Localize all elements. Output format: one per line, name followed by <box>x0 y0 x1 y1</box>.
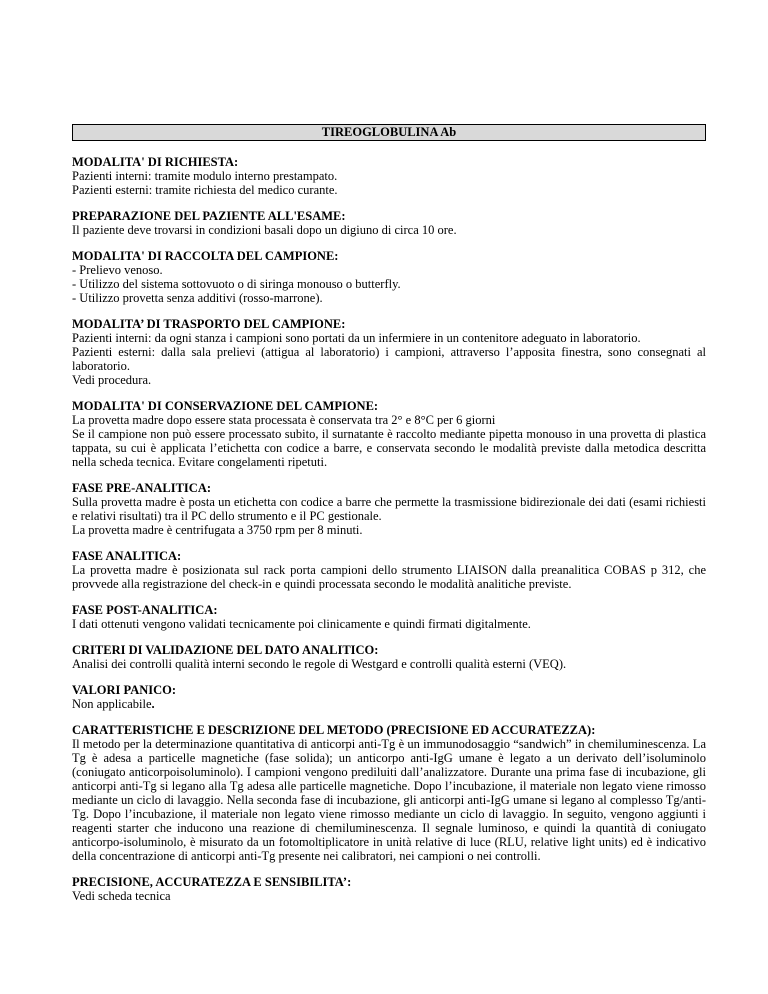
section-line: - Utilizzo del sistema sottovuoto o di siringa monouso o butterfly. <box>72 277 401 291</box>
section-line: Pazienti esterni: dalla sala prelievi (attigua al laboratorio) i campioni, attraverso l’apposita finestra, sono consegnati al laboratorio. <box>72 345 706 373</box>
section-heading: MODALITA' DI CONSERVAZIONE DEL CAMPIONE: <box>72 399 379 413</box>
trailing-period: . <box>151 697 155 711</box>
section-line: Il metodo per la determinazione quantitativa di anticorpi anti-Tg è un immunodosaggio “sandwich” in chemiluminescenza. La Tg è adesa a particelle magnetiche (fase solida); un anticorpo anti-IgG umane è legato a un derivato dell’isoluminolo (coniugato anticorpoisoluminolo). I campioni vengono prediluiti dall’analizzatore. Durante una prima fase di incubazione, gli anticorpi anti-Tg si legano alla Tg adesa alle particelle magnetiche. Dopo l’incubazione, il materiale non legato viene rimosso mediante un ciclo di lavaggio. Nella seconda fase di incubazione, gli anticorpi anti-IgG umane si legano al complesso Tg/anti-Tg. Dopo l’incubazione, il materiale non legato viene rimosso mediante un ciclo di lavaggio. In seguito, vengono aggiunti i reagenti starter che inducono una reazione di chemiluminescenza. Il segnale luminoso, e quindi la quantità di coniugato anticorpo-isoluminolo, è misurato da un fotomoltiplicatore in unità relative di luce (RLU, relative light units) ed è indicativo della concentrazione di anticorpi anti-Tg presente nei calibratori, nei campioni o nei controlli. <box>72 737 706 863</box>
section-line: La provetta madre è centrifugata a 3750 rpm per 8 minuti. <box>72 523 363 537</box>
section-fase-pre-analitica <box>72 481 706 537</box>
section-line: Pazienti interni: tramite modulo interno prestampato. <box>72 169 338 183</box>
section-heading: CARATTERISTICHE E DESCRIZIONE DEL METODO (PRECISIONE ED ACCURATEZZA): <box>72 723 596 737</box>
section-line: Sulla provetta madre è posta un etichetta con codice a barre che permette la trasmissione bidirezionale dei dati (esami richiesti e relativi risultati) tra il PC dello strumento e il PC gestionale. <box>72 495 706 523</box>
section-line: Pazienti esterni: tramite richiesta del medico curante. <box>72 183 338 197</box>
document-title: TIREOGLOBULINA Ab <box>72 124 706 141</box>
section-raccolta-campione <box>72 249 706 305</box>
section-heading: PRECISIONE, ACCURATEZZA E SENSIBILITA’: <box>72 875 352 889</box>
section-line: Pazienti interni: da ogni stanza i campioni sono portati da un infermiere in un contenitore adeguato in laboratorio. <box>72 331 641 345</box>
section-trasporto-campione <box>72 317 706 387</box>
section-line: Analisi dei controlli qualità interni secondo le regole di Westgard e controlli qualità esterni (VEQ). <box>72 657 567 671</box>
section-modalita-richiesta <box>72 155 706 197</box>
section-heading: MODALITA' DI RACCOLTA DEL CAMPIONE: <box>72 249 339 263</box>
section-fase-analitica <box>72 549 706 591</box>
section-precisione-accuratezza <box>72 875 706 903</box>
section-line: Vedi scheda tecnica <box>72 889 171 903</box>
section-line: La provetta madre dopo essere stata processata è conservata tra 2° e 8°C per 6 giorni <box>72 413 496 427</box>
section-line: - Prelievo venoso. <box>72 263 163 277</box>
section-line: Vedi procedura. <box>72 373 152 387</box>
section-heading: PREPARAZIONE DEL PAZIENTE ALL'ESAME: <box>72 209 346 223</box>
section-line: Se il campione non può essere processato subito, il surnatante è raccolto mediante pipetta monouso in una provetta di plastica tappata, su cui è applicata l’etichetta con codice a barre, e conservata secondo le modalità previste dalla metodica descritta nella scheda tecnica. Evitare congelamenti ripetuti. <box>72 427 706 469</box>
section-heading: VALORI PANICO: <box>72 683 177 697</box>
section-line <box>72 697 706 711</box>
section-heading: FASE PRE-ANALITICA: <box>72 481 212 495</box>
section-line: - Utilizzo provetta senza additivi (rosso-marrone). <box>72 291 323 305</box>
section-line: La provetta madre è posizionata sul rack porta campioni dello strumento LIAISON dalla preanalitica COBAS p 312, che provvede alla registrazione del check-in e quindi processata secondo le modalità analitiche previste. <box>72 563 706 591</box>
section-line: I dati ottenuti vengono validati tecnicamente poi clinicamente e quindi firmati digitalmente. <box>72 617 531 631</box>
section-criteri-validazione <box>72 643 706 671</box>
section-fase-post-analitica <box>72 603 706 631</box>
section-heading: FASE ANALITICA: <box>72 549 182 563</box>
section-heading: MODALITA' DI RICHIESTA: <box>72 155 239 169</box>
section-caratteristiche-metodo <box>72 723 706 863</box>
section-valori-panico <box>72 683 706 711</box>
section-conservazione-campione <box>72 399 706 469</box>
document-page <box>72 124 706 915</box>
section-line-text: Non applicabile <box>72 697 152 711</box>
section-heading: CRITERI DI VALIDAZIONE DEL DATO ANALITICO: <box>72 643 379 657</box>
section-preparazione-paziente <box>72 209 706 237</box>
section-heading: MODALITA’ DI TRASPORTO DEL CAMPIONE: <box>72 317 346 331</box>
section-line: Il paziente deve trovarsi in condizioni basali dopo un digiuno di circa 10 ore. <box>72 223 457 237</box>
section-heading: FASE POST-ANALITICA: <box>72 603 218 617</box>
